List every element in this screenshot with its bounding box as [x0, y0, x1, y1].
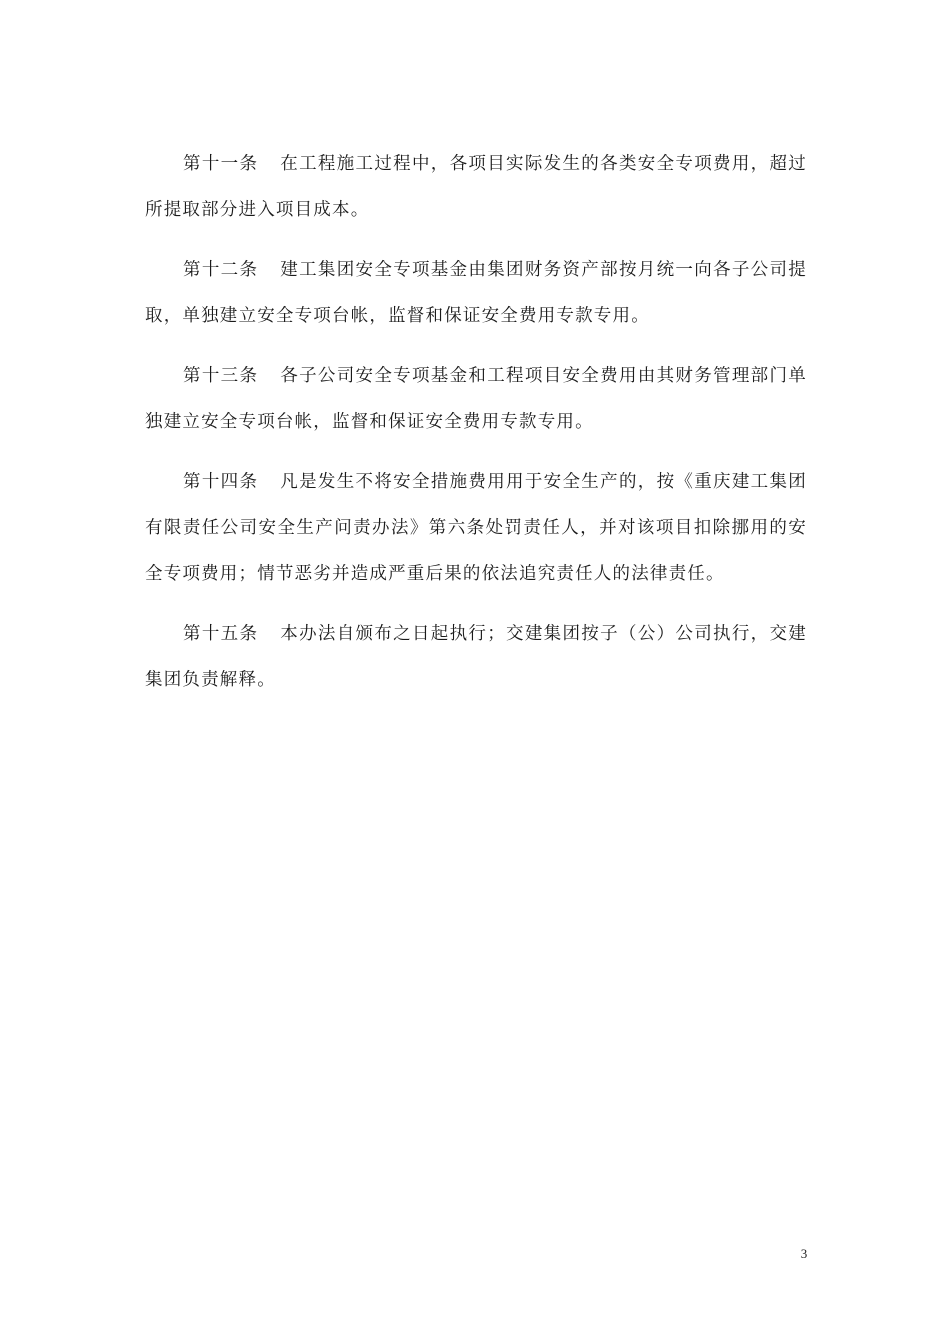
- document-body: [145, 141, 807, 717]
- article-number: 第十三条: [183, 366, 259, 386]
- article-paragraph-12: [145, 247, 807, 339]
- article-text: 在工程施工过程中，各项目实际发生的各类安全专项费用，超过所提取部分进入项目成本。: [145, 154, 807, 220]
- article-number: 第十二条: [183, 260, 259, 280]
- article-text: 建工集团安全专项基金由集团财务资产部按月统一向各子公司提取，单独建立安全专项台帐，监督和保证安全费用专款专用。: [145, 260, 807, 326]
- page-number: 3: [800, 1246, 808, 1261]
- article-paragraph-13: [145, 353, 807, 445]
- article-paragraph-11: [145, 141, 807, 233]
- article-text: 凡是发生不将安全措施费用用于安全生产的，按《重庆建工集团有限责任公司安全生产问责办法》第六条处罚责任人，并对该项目扣除挪用的安全专项费用；情节恶劣并造成严重后果的依法追究责任人的法律责任。: [145, 472, 807, 584]
- article-number: 第十四条: [183, 472, 259, 492]
- article-number: 第十五条: [183, 624, 259, 644]
- article-paragraph-15: [145, 611, 807, 703]
- article-number: 第十一条: [183, 154, 259, 174]
- article-text: 各子公司安全专项基金和工程项目安全费用由其财务管理部门单独建立安全专项台帐，监督和保证安全费用专款专用。: [145, 366, 807, 432]
- article-text: 本办法自颁布之日起执行；交建集团按子（公）公司执行，交建集团负责解释。: [145, 624, 807, 690]
- article-paragraph-14: [145, 459, 807, 597]
